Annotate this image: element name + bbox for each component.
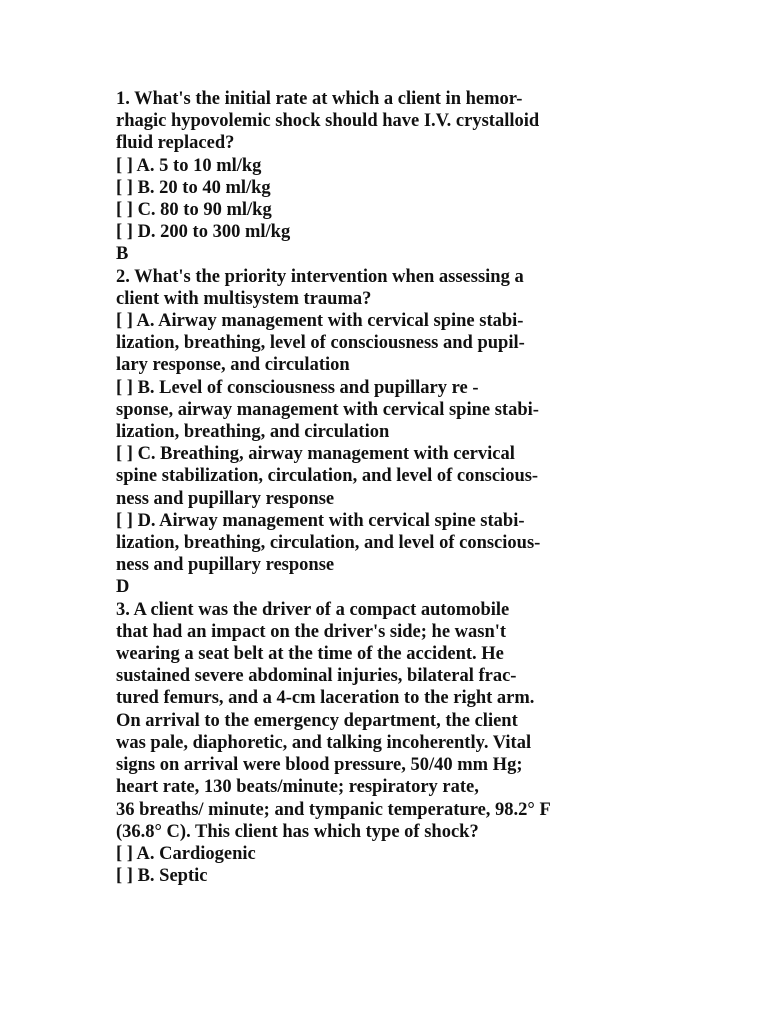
question-3-option-a: [ ] A. Cardiogenic: [116, 843, 256, 864]
question-2-option-c-line-2: spine stabilization, circulation, and level of conscious-: [116, 466, 539, 487]
question-2-option-c-line-1: [ ] C. Breathing, airway management with cervical: [116, 444, 515, 465]
question-2-option-a-line-1: [ ] A. Airway management with cervical spine stabi-: [116, 311, 524, 332]
question-2-option-c-line-3: ness and pupillary response: [116, 488, 335, 509]
question-1-answer: B: [116, 244, 129, 265]
question-1-option-d: [ ] D. 200 to 300 ml/kg: [116, 222, 291, 243]
question-2-option-d-line-1: [ ] D. Airway management with cervical spine stabi-: [116, 510, 525, 531]
question-3-line-7: was pale, diaphoretic, and talking incoherently. Vital: [116, 732, 532, 753]
question-2-option-d-line-3: ness and pupillary response: [116, 555, 335, 576]
question-3-line-2: that had an impact on the driver's side; he wasn't: [116, 621, 507, 642]
question-1-option-c: [ ] C. 80 to 90 ml/kg: [116, 200, 272, 221]
question-3-line-5: tured femurs, and a 4-cm laceration to the right arm.: [116, 688, 535, 709]
question-2-option-b-line-1: [ ] B. Level of consciousness and pupillary re -: [116, 377, 479, 398]
question-3-line-8: signs on arrival were blood pressure, 50/40 mm Hg;: [116, 755, 523, 776]
question-1-line-3: fluid replaced?: [116, 133, 235, 154]
question-2-option-d-line-2: lization, breathing, circulation, and level of conscious-: [116, 533, 541, 554]
question-2-answer: D: [116, 577, 130, 598]
question-1-line-2: rhagic hypovolemic shock should have I.V. crystalloid: [116, 111, 540, 132]
question-2-option-a-line-2: lization, breathing, level of consciousness and pupil-: [116, 333, 525, 354]
question-3-line-1: 3. A client was the driver of a compact automobile: [116, 599, 510, 620]
question-2-option-a-line-3: lary response, and circulation: [116, 355, 350, 376]
question-1-option-a: [ ] A. 5 to 10 ml/kg: [116, 155, 262, 176]
question-2-line-2: client with multisystem trauma?: [116, 288, 372, 309]
question-2-line-1: 2. What's the priority intervention when assessing a: [116, 266, 524, 287]
question-2-option-b-line-3: lization, breathing, and circulation: [116, 422, 390, 443]
question-3-line-3: wearing a seat belt at the time of the accident. He: [116, 644, 504, 665]
question-3-line-4: sustained severe abdominal injuries, bilateral frac-: [116, 666, 517, 687]
document-page: [116, 88, 756, 887]
question-2-option-b-line-2: sponse, airway management with cervical spine stabi-: [116, 399, 539, 420]
question-1-option-b: [ ] B. 20 to 40 ml/kg: [116, 177, 271, 198]
question-3-line-10: 36 breaths/ minute; and tympanic temperature, 98.2° F: [116, 799, 551, 820]
question-1-line-1: 1. What's the initial rate at which a client in hemor-: [116, 89, 523, 109]
question-3-option-b: [ ] B. Septic: [116, 866, 208, 887]
question-3-line-6: On arrival to the emergency department, the client: [116, 710, 518, 731]
question-3-line-11: (36.8° C). This client has which type of shock?: [116, 821, 479, 842]
question-3-line-9: heart rate, 130 beats/minute; respiratory rate,: [116, 777, 479, 798]
